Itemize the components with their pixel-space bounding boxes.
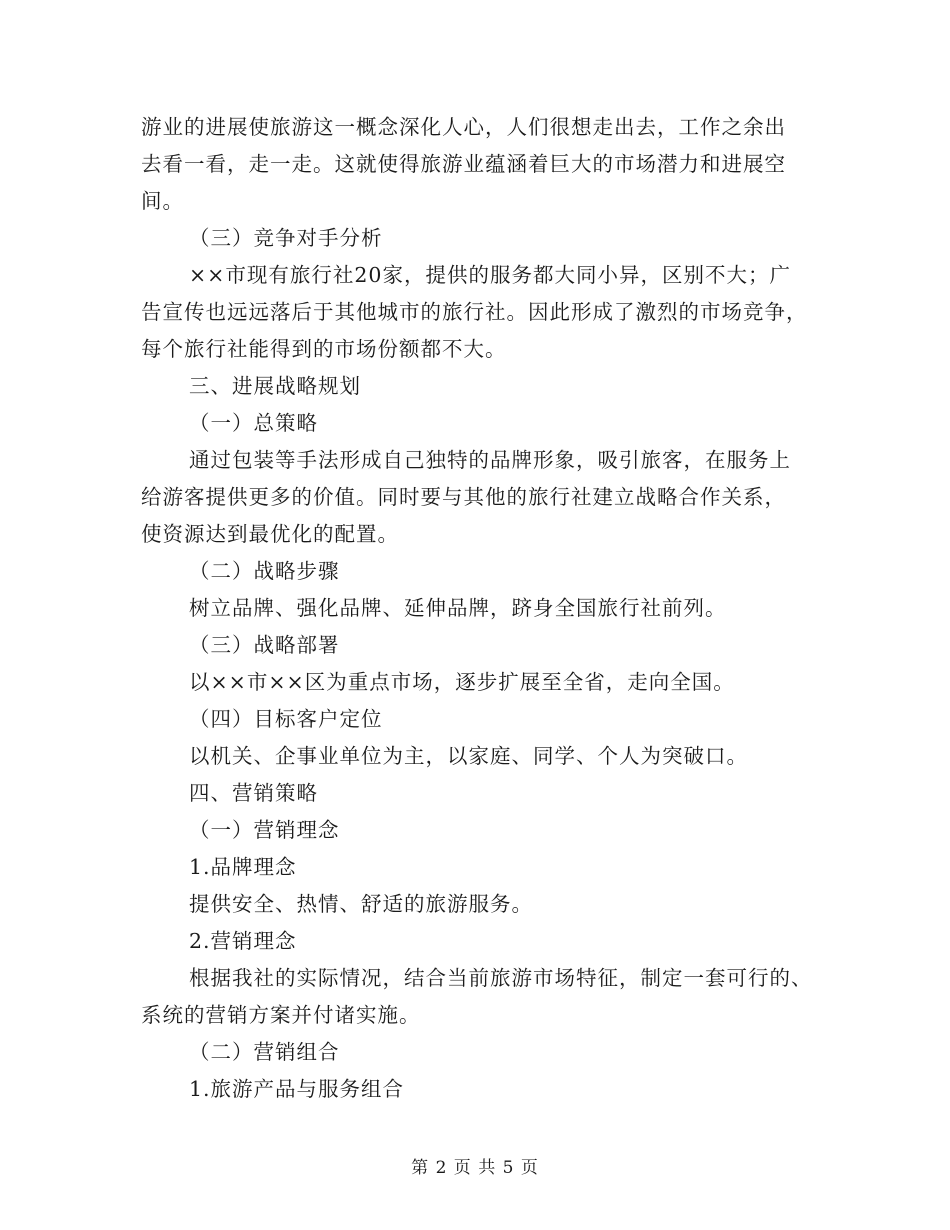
body-text-line: 提供安全、热情、舒适的旅游服务。 [189,892,533,916]
subsection-heading: （一）总策略 [189,411,318,435]
subsection-heading: （三）竞争对手分析 [189,226,383,250]
section-heading: 三、进展战略规划 [189,374,361,398]
body-text-line: 使资源达到最优化的配置。 [141,522,399,546]
body-text-line: 以××市××区为重点市场，逐步扩展至全省，走向全国。 [189,670,735,694]
subsection-heading: （四）目标客户定位 [189,707,383,731]
item-heading: 1.品牌理念 [189,855,297,879]
page-footer: 第 2 页 共 5 页 [411,1158,539,1178]
body-text-line: 根据我社的实际情况，结合当前旅游市场特征，制定一套可行的、 [189,966,813,990]
body-text-line: 系统的营销方案并付诸实施。 [141,1003,421,1027]
body-text-line: 间。 [141,189,184,213]
subsection-heading: （二）营销组合 [189,1040,340,1064]
body-text-line: 去看一看，走一走。这就使得旅游业蕴涵着巨大的市场潜力和进展空 [141,152,786,176]
body-text-line: 每个旅行社能得到的市场份额都不大。 [141,337,507,361]
body-text-line: 树立品牌、强化品牌、延伸品牌，跻身全国旅行社前列。 [189,596,727,620]
body-text-line: ××市现有旅行社20家，提供的服务都大同小异，区别不大；广 [189,263,791,287]
body-text-line: 通过包装等手法形成自己独特的品牌形象，吸引旅客，在服务上 [189,448,791,472]
subsection-heading: （二）战略步骤 [189,559,340,583]
body-text-line: 以机关、企事业单位为主，以家庭、同学、个人为突破口。 [189,744,748,768]
item-heading: 2.营销理念 [189,929,297,953]
section-heading: 四、营销策略 [189,781,318,805]
body-text-line: 告宣传也远远落后于其他城市的旅行社。因此形成了激烈的市场竞争， [141,300,808,324]
body-text-line: 给游客提供更多的价值。同时要与其他的旅行社建立战略合作关系， [141,485,786,509]
subsection-heading: （一）营销理念 [189,818,340,842]
body-text-line: 游业的进展使旅游这一概念深化人心，人们很想走出去，工作之余出 [141,115,786,139]
item-heading: 1.旅游产品与服务组合 [189,1077,405,1101]
subsection-heading: （三）战略部署 [189,633,340,657]
